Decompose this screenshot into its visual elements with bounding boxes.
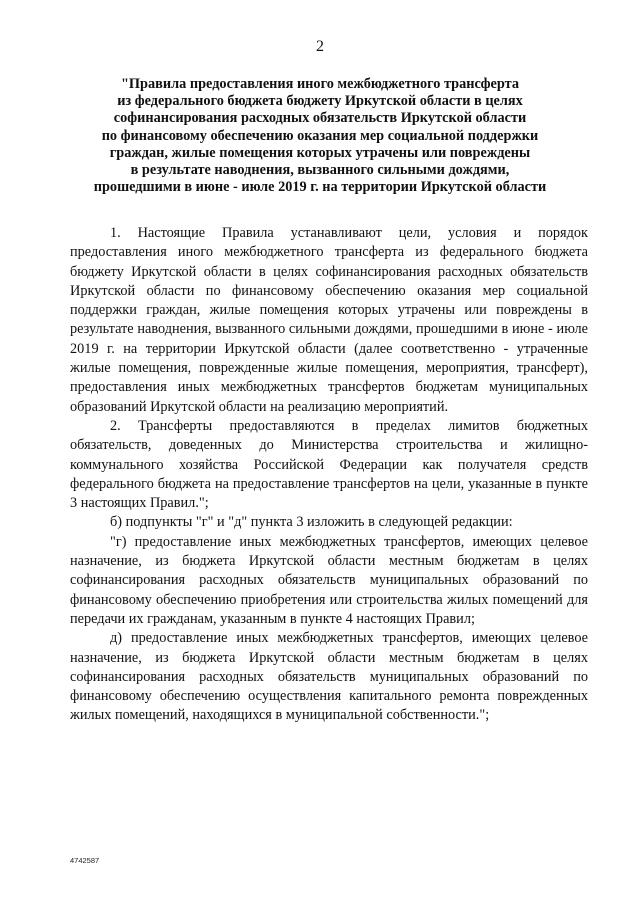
paragraph-d: д) предоставление иных межбюджетных трансфертов, имеющих целевое назначение, из бюджета Иркутской области местным бюджетам в целях софинансирования расходных обязательств муниципальных образований по финансовому обеспечению осуществления капитального ремонта поврежденных жилых помещений, находящихся в муниципальной собственности."; xyxy=(70,630,588,724)
title-line: в результате наводнения, вызванного сильными дождями, xyxy=(130,162,510,179)
page-number: 2 xyxy=(316,38,324,55)
title-line: из федерального бюджета бюджету Иркутской области в целях xyxy=(117,93,523,110)
paragraph-g: "г) предоставление иных межбюджетных трансфертов, имеющих целевое назначение, из бюджета Иркутской области местным бюджетам в целях софинансирования расходных обязательств муниципальных образований по финансовому обеспечению приобретения или строительства жилых помещений для передачи их гражданам, указанным в пункте 4 настоящих Правил; xyxy=(70,533,588,627)
title-line: "Правила предоставления иного межбюджетного трансферта xyxy=(120,76,520,92)
title-line: софинансирования расходных обязательств Иркутской области xyxy=(113,110,527,127)
paragraph-2: 2. Трансферты предоставляются в пределах лимитов бюджетных обязательств, доведенных до Министерства строительства и жилищно-коммунального хозяйства Российской Федерации как получателя средств федерального бюджета на предоставление трансфертов на цели, указанные в пункте 3 настоящих Правил."; xyxy=(70,417,588,512)
paragraph-b: б) подпункты "г" и "д" пункта 3 изложить в следующей редакции: xyxy=(110,514,513,531)
title-line: граждан, жилые помещения которых утрачены или повреждены xyxy=(109,144,531,161)
title-line: по финансовому обеспечению оказания мер социальной поддержки xyxy=(101,127,539,144)
title-line: прошедшими в июне - июле 2019 г. на территории Иркутской области xyxy=(93,179,547,196)
document-body xyxy=(70,224,588,726)
document-code: 4742587 xyxy=(70,856,100,865)
paragraph-1: 1. Настоящие Правила устанавливают цели, условия и порядок предоставления иного межбюджетного трансферта из федерального бюджета бюджету Иркутской области в целях софинансирования расходных обязательств Иркутской области по финансовому обеспечению оказания мер социальной поддержки граждан, жилые помещения которых утрачены или повреждены в результате наводнения, вызванного сильными дождями, прошедшими в июне - июле 2019 г. на территории Иркутской области (далее соответственно - утраченные жилые помещения, поврежденные жилые помещения, мероприятия, трансферт), предоставления иных межбюджетных трансфертов бюджетам муниципальных образований Иркутской области на реализацию мероприятий. xyxy=(70,225,588,415)
document-title xyxy=(70,76,570,196)
